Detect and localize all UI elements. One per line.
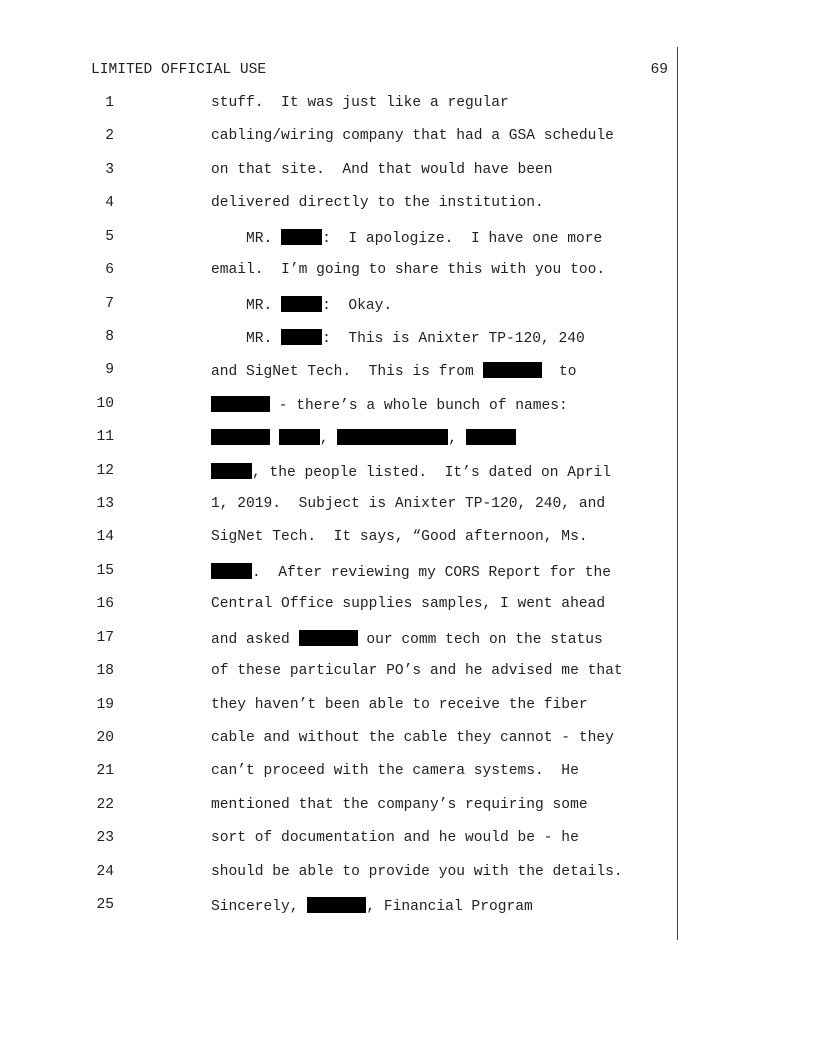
text-segment: Central Office supplies samples, I went ahead — [211, 596, 606, 613]
redaction-box — [211, 429, 270, 445]
line-text — [211, 897, 533, 916]
line-number: 8 — [105, 328, 114, 345]
redaction-box — [307, 897, 366, 913]
line-number: 25 — [96, 897, 114, 914]
redaction-box — [281, 296, 322, 312]
text-segment: cabling/wiring company that had a GSA schedule — [211, 128, 614, 145]
line-number: 23 — [96, 830, 114, 847]
line-text — [211, 730, 614, 747]
transcript-line — [0, 529, 677, 549]
transcript-line — [0, 296, 677, 316]
transcript-line — [0, 396, 677, 416]
transcript-line — [0, 864, 677, 884]
line-number: 15 — [96, 562, 114, 579]
text-segment: our comm tech on the status — [357, 631, 603, 648]
line-text — [211, 697, 588, 714]
line-number: 9 — [105, 362, 114, 379]
text-segment: should be able to provide you with the details. — [211, 863, 623, 880]
line-number: 4 — [105, 195, 114, 212]
line-text — [211, 396, 568, 415]
redaction-box — [211, 396, 270, 412]
transcript-line — [0, 596, 677, 616]
text-segment: delivered directly to the institution. — [211, 195, 544, 212]
line-text — [211, 329, 585, 348]
line-number: 22 — [96, 796, 114, 813]
line-text — [211, 630, 603, 649]
text-segment: , — [319, 431, 338, 448]
redaction-box — [211, 563, 252, 579]
redaction-box — [337, 429, 448, 445]
transcript-line — [0, 630, 677, 650]
transcript-line — [0, 362, 677, 382]
transcript-line — [0, 897, 677, 917]
transcript-line — [0, 429, 677, 449]
text-segment: sort of documentation and he would be - he — [211, 830, 579, 847]
text-segment: - there’s a whole bunch of names: — [270, 397, 568, 414]
transcript-line — [0, 329, 677, 349]
text-segment: , — [448, 431, 466, 448]
text-segment: MR. — [211, 230, 282, 247]
line-number: 17 — [96, 629, 114, 646]
line-text — [211, 864, 623, 881]
transcript-line — [0, 830, 677, 850]
page-header-classification: LIMITED OFFICIAL USE — [91, 62, 267, 78]
text-segment: MR. — [211, 297, 282, 314]
line-text — [211, 229, 602, 248]
text-segment: Sincerely, — [211, 899, 308, 916]
line-number: 3 — [105, 161, 114, 178]
text-segment: , Financial Program — [366, 899, 533, 916]
text-segment: and asked — [211, 631, 299, 648]
text-segment: email. I’m going to share this with you too. — [211, 262, 606, 279]
line-text — [211, 362, 577, 381]
line-text — [211, 195, 544, 212]
line-number: 21 — [96, 763, 114, 780]
text-segment: of these particular PO’s and he advised me that — [211, 663, 623, 680]
line-text — [211, 496, 605, 513]
line-number: 20 — [96, 729, 114, 746]
line-text — [211, 95, 509, 112]
transcript-line — [0, 195, 677, 215]
transcript-line — [0, 162, 677, 182]
line-text — [211, 262, 605, 279]
text-segment: . After reviewing my CORS Report for the — [252, 564, 612, 581]
text-segment: SigNet Tech. It says, “Good afternoon, Ms. — [211, 529, 588, 546]
redaction-box — [483, 362, 542, 378]
text-segment: cable and without the cable they cannot - they — [211, 729, 614, 746]
text-segment: , the people listed. It’s dated on April — [252, 464, 612, 481]
line-number: 12 — [96, 462, 114, 479]
transcript-line — [0, 262, 677, 282]
right-margin-rule — [677, 47, 678, 940]
transcript-line — [0, 463, 677, 483]
transcript-line — [0, 697, 677, 717]
line-text — [211, 463, 611, 482]
transcript-line — [0, 95, 677, 115]
text-segment — [270, 431, 279, 447]
transcript-line — [0, 797, 677, 817]
text-segment: to — [541, 364, 577, 381]
text-segment: they haven’t been able to receive the fiber — [211, 696, 588, 713]
line-number: 14 — [96, 529, 114, 546]
line-number: 16 — [96, 596, 114, 613]
text-segment: 1, 2019. Subject is Anixter TP-120, 240, and — [211, 496, 606, 513]
transcript-line — [0, 763, 677, 783]
line-text — [211, 797, 588, 814]
transcript-line — [0, 730, 677, 750]
line-number: 7 — [105, 295, 114, 312]
line-text — [211, 296, 392, 315]
transcript-line — [0, 563, 677, 583]
line-number: 13 — [96, 496, 114, 513]
page-number: 69 — [650, 62, 668, 78]
line-number: 5 — [105, 228, 114, 245]
text-segment: mentioned that the company’s requiring some — [211, 796, 588, 813]
redaction-box — [281, 229, 322, 245]
line-number: 2 — [105, 128, 114, 145]
line-number: 10 — [96, 395, 114, 412]
text-segment: : Okay. — [322, 297, 393, 314]
redaction-box — [466, 429, 516, 445]
transcript-line — [0, 128, 677, 148]
text-segment: on that site. And that would have been — [211, 161, 553, 178]
line-text — [211, 663, 623, 680]
transcript-line — [0, 663, 677, 683]
line-text — [211, 763, 579, 780]
line-number: 1 — [105, 95, 114, 111]
text-segment: : This is Anixter TP-120, 240 — [322, 330, 585, 347]
line-text — [211, 596, 605, 613]
text-segment: and SigNet Tech. This is from — [211, 364, 483, 381]
line-text — [211, 529, 588, 546]
line-number: 11 — [96, 429, 114, 446]
line-number: 19 — [96, 696, 114, 713]
text-segment: MR. — [211, 330, 282, 347]
line-number: 24 — [96, 863, 114, 880]
line-number: 18 — [96, 663, 114, 680]
text-segment: : I apologize. I have one more — [322, 230, 603, 247]
line-text — [211, 830, 579, 847]
redaction-box — [211, 463, 252, 479]
redaction-box — [279, 429, 320, 445]
line-text — [211, 162, 553, 179]
transcript-line — [0, 496, 677, 516]
text-segment: stuff. It was just like a regular — [211, 95, 509, 111]
line-text — [211, 128, 614, 145]
text-segment: can’t proceed with the camera systems. He — [211, 763, 579, 780]
line-number: 6 — [105, 262, 114, 279]
redaction-box — [299, 630, 358, 646]
line-text — [211, 429, 516, 448]
transcript-line — [0, 229, 677, 249]
redaction-box — [281, 329, 322, 345]
line-text — [211, 563, 611, 582]
